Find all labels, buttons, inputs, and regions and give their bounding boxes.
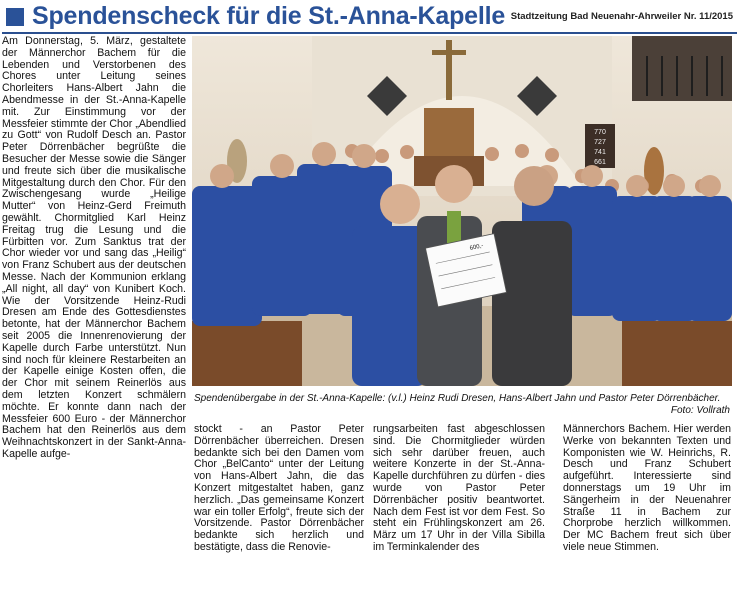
article-photo <box>192 36 732 386</box>
article-paragraph: rungsarbeiten fast abgeschlossen sind. Die Chormitglieder würden sich sehr darüber freuen, auch weitere Konzerte in der St.-Anna-Kapelle durchführen zu dürfen - dies wurde von Pastor Peter Dörrenbächer positiv beantwortet. Nach dem Fest ist vor dem Fest. So steht ein Frühlingskonzert am 26. März um 17 Uhr in der Villa Sibilla im Terminkalender des <box>373 423 545 553</box>
article-paragraph: Männerchors Bachem. Hier werden Werke von bekannten Texten und Komponisten wie W. Heinrichs, R. Desch und Franz Schubert aufgeführt. Interessierte sind donnerstags um 19 Uhr im Sängerheim in der Neuenahrer Straße 11 in Bachem zur Chorprobe herzlich willkommen. Der MC Bachem freut sich über viele neue Stimmen. <box>563 423 731 553</box>
article-column-1 <box>2 36 186 461</box>
cheque-amount: 600,- <box>469 243 484 252</box>
page-title: Spendenscheck für die St.-Anna-Kapelle <box>32 2 506 30</box>
caption-text: Spendenübergabe in der St.-Anna-Kapelle: (v.l.) Heinz Rudi Dresen, Hans-Albert Jahn und Pastor Peter Dörrenbächer. <box>194 393 721 404</box>
hymn-number: 770 <box>594 129 606 136</box>
article-column-3 <box>373 424 545 554</box>
hymn-number: 741 <box>594 149 606 156</box>
article-paragraph: stockt - an Pastor Peter Dörrenbächer überreichen. Dresen bedankte sich bei den Damen vom Chor „BelCanto“ unter der Leitung von Hans-Albert Jahn, die das Konzert mitgestaltet haben, ganz herzlich. „Das gemeinsame Konzert war ein toller Erfolg“, freute sich der Vorsitzende. Pastor Dörrenbächer bedankte sich herzlich und bestätigte, dass die Renovie- <box>194 423 364 553</box>
hymn-number: 727 <box>594 139 606 146</box>
article-paragraph: Am Donnerstag, 5. März, gestaltete der Männerchor Bachem für die Lebenden und Verstorbenen des Chores unter Leitung seines Chorleiters Hans-Albert Jahn die Abendmesse in der St.-Anna-Kapelle mit. Zur Einstimmung vor der Messfeier stimmte der Chor „Abendlied zu Gott“ von Rudolf Desch an. Pastor Peter Dörrenbächer begrüßte die Besucher der Messe sowie die Sänger und freute sich über die musikalische Mitgestaltung durch den Chor. Für den Zwischengesang wurde „Heilige Mutter“ von Heinz-Gerd Freimuth gewählt. Chormitglied Karl Heinz Freitag trug die Lesung und die Fürbitten vor. Zum Sanktus trat der Chor wieder vor und sang das „Heilig“ von Franz Schubert aus der deutschen Messe. Nach der Kommunion erklang „All night, all day“ von Kunibert Koch. Wie der Vorsitzende Heinz-Rudi Dresen am Ende des Gottesdienstes betonte, hat der Männerchor Bachem seit 2005 die Innenrenovierung der Kapelle durch Farbe unterstützt. Nun sind noch für kleinere Restarbeiten an der Kapelle einige Kosten offen, die der Chor mit seinem Reinerlös aus dem letzten Konzert schmälern möchte. Er konnte dann nach der Messfeier 600 Euro - der Männerchor Bachem hat den Reinerlös aus dem Weihnachtskonzert in der Sankt-Anna-Kapelle aufge- <box>2 35 186 460</box>
hymn-number: 661 <box>594 159 606 166</box>
photo-credit: Foto: Vollrath <box>670 404 730 416</box>
article-column-2 <box>194 424 364 554</box>
headline-marker <box>6 8 24 26</box>
headline-bar <box>2 2 737 34</box>
photo-caption <box>194 393 730 416</box>
publication-source: Stadtzeitung Bad Neuenahr-Ahrweiler Nr. 11/2015 <box>510 11 733 22</box>
article-column-4 <box>563 424 731 554</box>
choir-photo-illustration <box>192 36 732 386</box>
